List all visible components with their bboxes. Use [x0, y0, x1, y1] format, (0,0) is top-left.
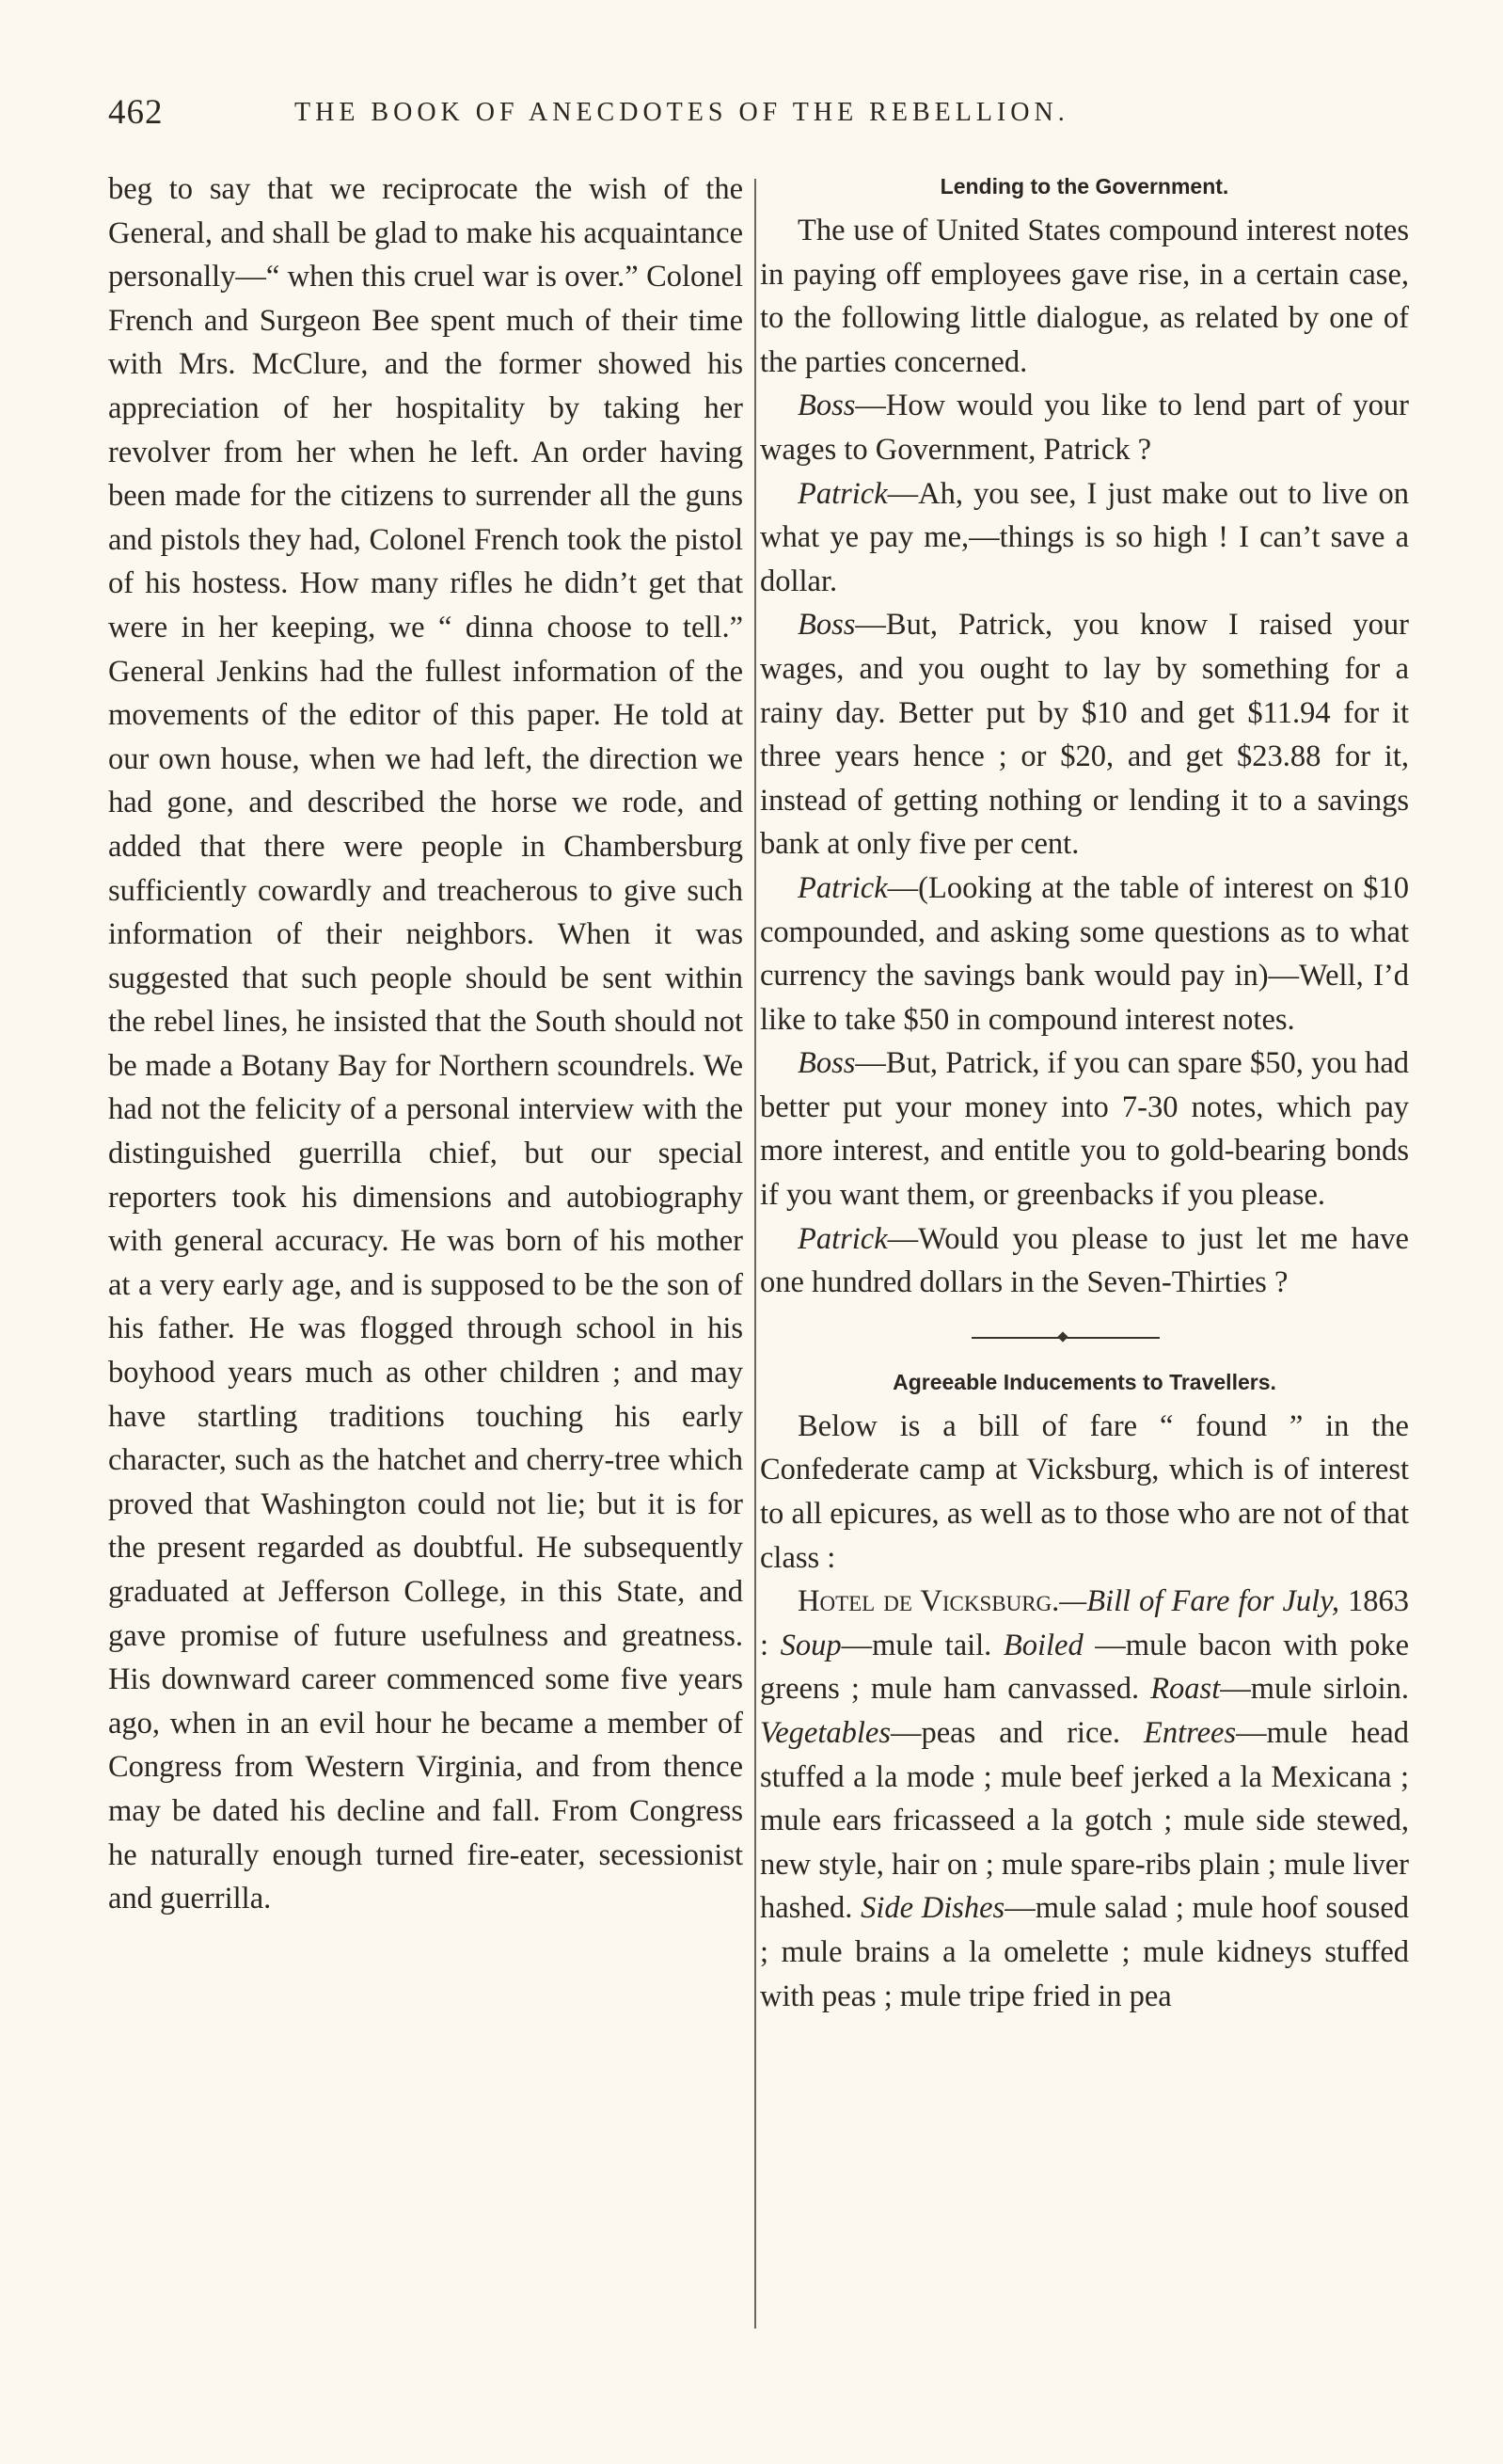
menu-fragment: 1863 : — [760, 1584, 1409, 1662]
speaker-name: Boss — [798, 608, 856, 643]
menu-fragment: Side Dishes — [861, 1891, 1005, 1926]
running-head: THE BOOK OF ANECDOTES OF THE REBELLION. — [294, 98, 1069, 127]
dialogue-text: —Ah, you see, I just make out to live on what ye pay me,—things is so high ! I can’t save a dollar. — [760, 476, 1409, 598]
menu-fragment: Roast — [1150, 1672, 1221, 1707]
dialogue-text: —But, Patrick, if you can spare $50, you had better put your money into 7-30 notes, which pay more interest, and entitle you to gold-bearing bonds if you want them, or greenbacks if you please. — [760, 1046, 1409, 1213]
right-column — [760, 167, 1409, 2018]
section-title-lending: Lending to the Government. — [940, 174, 1229, 199]
dialogue-line — [760, 866, 1409, 1041]
left-column-text: beg to say that we reciprocate the wish of the General, and shall be glad to make his acquaintance personally—“ when this cruel war is over.” Colonel French and Surgeon Bee spent much of their time with Mrs. McClure, and the former showed his appreciation of her hospitality by taking her revolver from her when he left. An order having been made for the citizens to surrender all the guns and pistols they had, Colonel French took the pistol of his hostess. How many rifles he didn’t get that were in her keeping, we “ dinna choose to tell.” General Jenkins had the fullest information of the movements of the editor of this paper. He told at our own house, when we had left, the direction we had gone, and described the horse we rode, and added that there were people in Chambersburg sufficiently cowardly and treacherous to give such information of their neighbors. When it was suggested that such people should be sent within the rebel lines, he insisted that the South should not be made a Botany Bay for Northern scoundrels. We had not the felicity of a personal interview with the distinguished guerrilla chief, but our special reporters took his dimensions and autobiography with general accuracy. He was born of his mother at a very early age, and is supposed to be the son of his father. He was flogged through school in his boyhood years much as other children ; and may have startling traditions touching his early character, such as the hatchet and cherry-tree which proved that Washington could not lie; but it is for the present regarded as doubtful. He subsequently graduated at Jefferson College, in this State, and gave promise of future usefulness and greatness. His downward career commenced some five years ago, when in an evil hour he became a member of Congress from Western Virginia, and from thence may be dated his decline and fall. From Congress he naturally enough turned fire-eater, secessionist and guerrilla. — [108, 172, 743, 1916]
section-separator — [760, 1314, 1409, 1358]
dialogue-text: —How would you like to lend part of your wages to Government, Patrick ? — [760, 389, 1409, 467]
section-intro-travellers: Below is a bill of fare “ found ” in the Confederate camp at Vicksburg, which is of interest to all epicures, as well as to those who are not of that class : — [760, 1408, 1409, 1575]
menu-fragment: —mule sirloin. — [1220, 1672, 1409, 1707]
menu-fragment: —mule salad ; mule hoof soused ; mule brains a la omelette ; mule kidneys stuffed with peas ; mule tripe fried in pea — [760, 1891, 1409, 2013]
speaker-name: Boss — [798, 1046, 856, 1081]
dialogue-line — [760, 603, 1409, 866]
dialogue-line — [760, 384, 1409, 471]
separator-diamond-icon — [1057, 1331, 1068, 1342]
menu-fragment: Entrees — [1144, 1716, 1237, 1750]
column-divider — [754, 179, 756, 2329]
speaker-name: Patrick — [798, 1221, 888, 1256]
menu-fragment: Soup — [780, 1628, 842, 1662]
section-title-travellers: Agreeable Inducements to Travellers. — [893, 1369, 1276, 1394]
speaker-name: Patrick — [798, 476, 888, 511]
page-number: 462 — [108, 93, 164, 132]
menu-fragment: —Bill of Fare for July, — [1059, 1584, 1339, 1619]
dialogue-text: —Would you please to just let me have one hundred dollars in the Seven-Thirties ? — [760, 1221, 1409, 1300]
dialogue-line — [760, 1217, 1409, 1305]
bill-of-fare — [760, 1580, 1409, 2018]
dialogue — [760, 384, 1409, 1304]
menu-fragment: —mule bacon with poke greens ; mule ham canvassed. — [760, 1628, 1410, 1707]
menu-fragment: Boiled — [1003, 1628, 1084, 1662]
menu-fragment: Hotel de Vicksburg. — [798, 1584, 1060, 1619]
speaker-name: Boss — [798, 389, 856, 423]
menu-fragment: —mule head stuffed a la mode ; mule beef jerked a la Mexicana ; mule ears fricasseed a la gotch ; mule side stewed, new style, hair on ; mule spare-ribs plain ; mule liver hashed. — [760, 1716, 1409, 1926]
menu-fragment: —peas and rice. — [890, 1716, 1145, 1750]
section-intro-lending: The use of United States compound interest notes in paying off employees gave rise, in a certain case, to the following little dialogue, as related by one of the parties concerned. — [760, 214, 1409, 379]
dialogue-line — [760, 472, 1409, 604]
speaker-name: Patrick — [798, 870, 888, 905]
dialogue-line — [760, 1041, 1409, 1216]
dialogue-text: —But, Patrick, you know I raised your wages, and you ought to lay by something for a rainy day. Better put by $10 and get $11.94 for it three years hence ; or $20, and get $23.88 for it, instead of getting nothing or lending it to a savings bank at only five per cent. — [760, 608, 1409, 862]
menu-fragment: —mule tail. — [841, 1628, 1004, 1662]
left-column — [108, 167, 743, 1921]
dialogue-text: —(Looking at the table of interest on $10 compounded, and asking some questions as to what currency the savings bank would pay in)—Well, I’d like to take $50 in compound interest notes. — [760, 870, 1409, 1037]
menu-fragment: Vegetables — [760, 1716, 891, 1750]
page-header — [108, 92, 1223, 139]
